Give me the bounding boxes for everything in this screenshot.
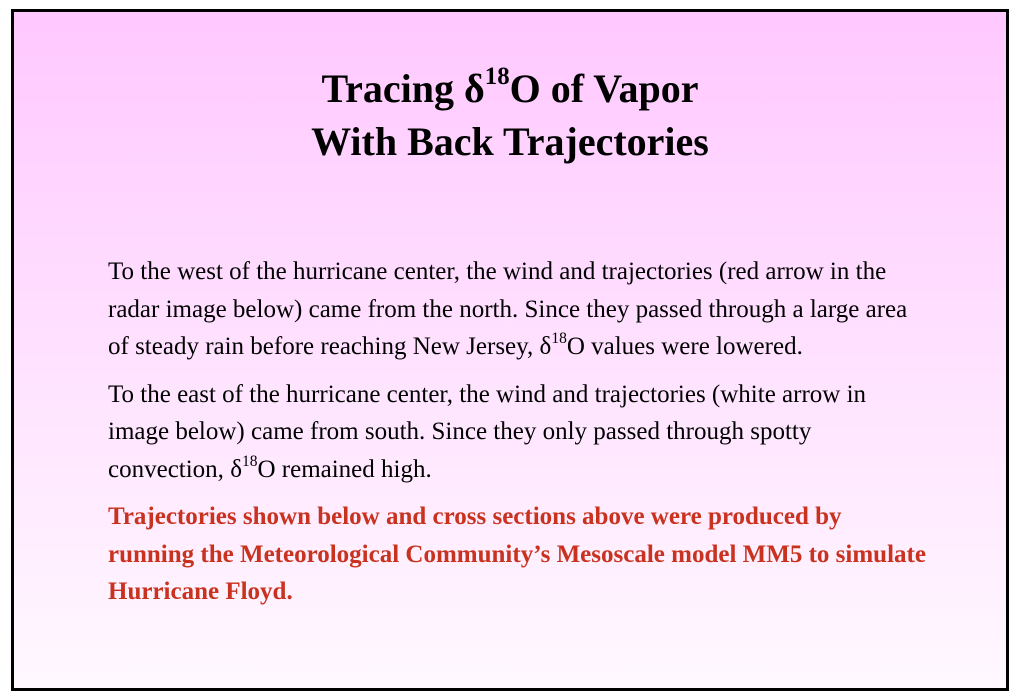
paragraph-east [108,376,928,489]
slide [11,9,1009,691]
title-text-post: O of Vapor [509,66,699,111]
paragraph-west [108,253,928,366]
superscript: 18 [241,452,258,470]
paragraph-west-text: To the west of the hurricane center, the wind and trajectories (red arrow in the radar image below) came from the north. Since they passed through a large area of steady rain before reaching New Jersey, [108,258,908,360]
title-line-2: With Back Trajectories [311,119,709,164]
paragraph-east-text: To the east of the hurricane center, the wind and trajectories (white arrow in image below) came from south. Since they only passed through spotty convection, [108,380,867,483]
title-text-pre: Tracing [321,66,465,111]
slide-title [14,62,1006,168]
delta-symbol: δ [539,333,552,360]
title-superscript: 18 [484,63,510,91]
model-note: Trajectories shown below and cross sections above were produced by running the Meteorological Community’s Mesoscale model MM5 to simulate Hurricane Floyd. [108,503,926,605]
slide-body [108,253,928,621]
delta-symbol: δ [230,455,242,483]
paragraph-west-tail: O values were lowered. [566,333,803,360]
superscript: 18 [551,329,567,347]
title-line-1 [14,62,1006,115]
paragraph-east-tail: O remained high. [257,455,432,483]
title-delta-symbol: δ [464,66,485,111]
